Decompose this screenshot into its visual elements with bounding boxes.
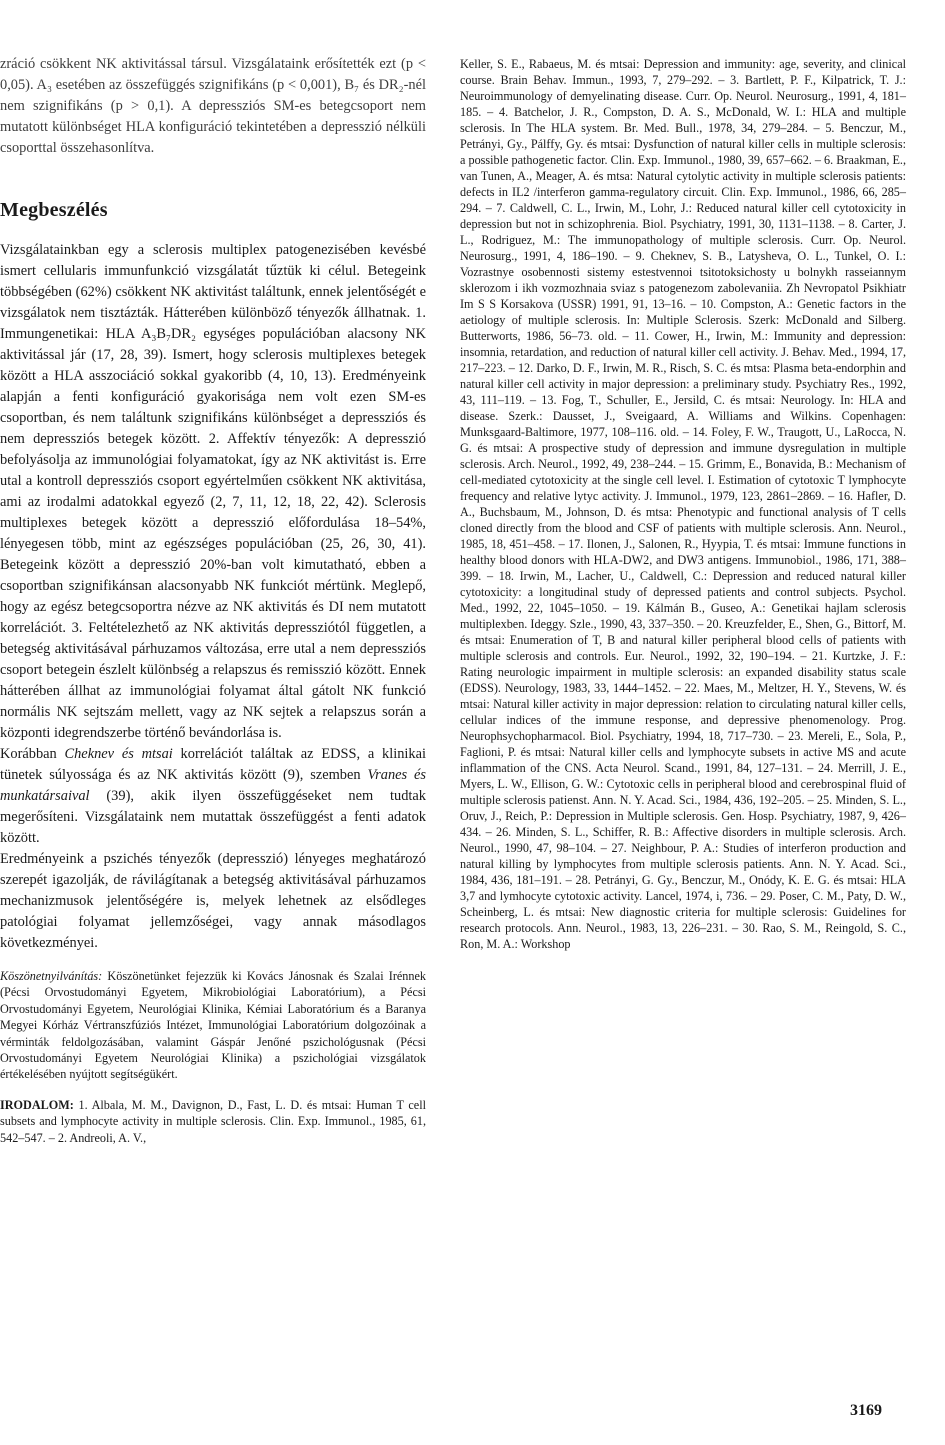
right-column: [460, 56, 906, 952]
section-heading: Megbeszélés: [0, 199, 108, 221]
results-paragraph: Eredményeink a pszichés tényezők (depresszió) lényeges meghatározó szerepét igazolják, de rávilágítanak a betegség aktivitásával párhuzamos mechanizmusok jelentőségére is, melyek lehetnek az elsődleges patológiai folyamat jellemzőségei, vagy annak másodlagos következményei.: [0, 851, 426, 951]
references-list: Keller, S. E., Rabaeus, M. és mtsai: Depression and immunity: age, severity, and clinical course. Brain Behav. Immun., 1993, 7, 279–292. – 3. Bartlett, P. F., Kilpatrick, T. J.: Neuroimmunology of demyelinating disease. Curr. Op. Neurol. Neurosurg., 1991, 4, 181–185. – 4. Batchelor, J. R., Compston, D. A. S., McDonald, W. I.: HLA and multiple sclerosis. In The HLA system. Br. Med. Bull., 1978, 34, 279–284. – 5. Benczur, M., Petrányi, Gy., Pálffy, Gy. és mtsai: Dysfunction of natural killer cells in multiple sclerosis: a possible pathogenetic factor. Clin. Exp. Immunol., 1980, 39, 657–662. – 6. Braakman, E., van Tunen, A., Meager, A. és mtsa: Natural cytolytic activity in multiple sclerosis patients: defects in IL2 /interferon gamma-regulatory circuit. Clin. Exp. Immunol., 1986, 66, 285–294. – 7. Caldwell, C. L., Irwin, M., Lohr, J.: Reduced natural killer cell cytotoxicity in depression but not in schizophrenia. Biol. Psychiatry, 1991, 30, 1131–1138. – 8. Carter, J. L., Rodriguez, M.: The immunopathology of multiple sclerosis. Curr. Op. Neurol. Neurosurg., 1991, 4, 186–190. – 9. Cheknev, S. B., Latysheva, O. L., Tunkel, O. I.: Vozrastnye osobennosti sistemy estestvennoi tsitotoksichosty u bolnykh rasseiannym sklerozom i ikh vozmozhnaia sviaz s patogenezom zabolevaniia. Zh Nevropatol Psikhiatr Im S S Korsakova (USSR) 1991, 91, 13–16. – 10. Compston, A.: Genetic factors in the aetiology of multiple sclerosis. In: Multiple Sclerosis. Szerk: McDonald and Silberg. Butterworts, 1986, 56–73. old. – 11. Cower, H., Irwin, M.: Immunity and depression: insomnia, retardation, and reduction of natural killer cell activity. J. Behav. Med., 1994, 17, 217–223. – 12. Darko, D. F., Irwin, M. R., Risch, S. C. és mtsa: Plasma beta-endorphin and natural killer cell activity in major depression: a preliminary study. Psychiatry Res., 1992, 43, 111–119. – 13. Fog, T., Schuller, E., Jersild, C. és mtsai: Neurology. In: HLA and disease. Szerk.: Dausset, J., Sveigaard, A. Williams and Wilkins. Copenhagen: Munksgaard-Baltimore, 1977, 108–116. old. – 14. Foley, F. W., Traugott, U., LaRocca, N. G. és mtsai: A prospective study of depression and immune dysregulation in multiple sclerosis. Arch. Neurol., 1992, 49, 238–244. – 15. Grimm, E., Bonavida, B.: Mechanism of cell-mediated cytotoxicity at the single cell level. I. Estimation of cytotoxic T lymphocyte frequency and relative lytyc activity. J. Immunol., 1979, 123, 2861–2869. – 16. Hafler, D. A., Buchsbaum, M., Johnson, D. és mtsa: Phenotypic and functional analysis of T cells cloned directly from the blood and CSF of patients with multiple sclerosis. Ann. Neurol., 1985, 18, 451–458. – 17. Ilonen, J., Salonen, R., Hyypia, T. és mtsai: Immune functions in healthy blood donors with HLA-DW2, and DW3 antigens. Immunobiol., 1986, 171, 388–399. – 18. Irwin, M., Lacher, U., Caldwell, C.: Depression and reduced natural killer cytotoxicity: a longitudinal study of depressed patients and control subjects. Psychol. Med., 1992, 22, 1045–1050. – 19. Kálmán B., Guseo, A.: Genetikai hajlam sclerosis multiplexben. Ideggy. Szle., 1990, 43, 337–350. – 20. Kreuzfelder, E., Shen, G., Bittorf, M. és mtsai: Enumeration of T, B and natural killer peripheral blood cells of patients with multiple sclerosis and controls. Eur. Neurol., 1992, 32, 190–194. – 21. Kurtzke, J. F.: Rating neurologic impairment in multiple sclerosis: an expanded disability status scale (EDSS). Neurology, 1983, 33, 1444–1452. – 22. Maes, M., Meltzer, H. Y., Stevens, W. és mtsai: Natural killer activity in major depression: relation to circulating natural killer cells, cellular indices of the immune response, and depressive phenomenology. Prog. Neurophsychopharmacol. Biol. Psychiatry, 1994, 18, 717–730. – 23. Mereli, E., Sola, P., Faglioni, P. és mtsai: Natural killer cells and lymphocyte subsets in active MS and acute inflammation of the CNS. Acta Neurol. Scand., 1991, 84, 127–131. – 24. Merrill, J. E., Myers, L. W., Ellison, G. W.: Cytotoxic cells in peripheral blood and cerebrospinal fluid of multiple sclerosis patienst. Ann. N. Y. Acad. Sci., 1984, 436, 192–205. – 25. Minden, S. L., Oruv, J., Reich, P.: Depression in Multiple sclerosis. Gen. Hosp. Psychiatry, 1987, 9, 426–434. – 26. Minden, S. L., Schiffer, R. B.: Affective disorders in multiple sclerosis. Arch. Neurol., 1990, 47, 98–104. – 27. Neighbour, P. A.: Studies of interferon production and natural killing by lymphocytes from multiple sclerosis patients. Ann. N. Y. Acad. Sci., 1984, 436, 181–191. – 28. Petrányi, G. Gy., Benczur, M., Onódy, K. E. G. és mtsai: HLA 3,7 and lymhocyte cytotoxic activity. Lancel, 1974, i, 736. – 29. Poser, C. M., Paty, D. W., Scheinberg, L. és mtsai: New diagnostic criteria for multiple sclerosis: Guidelines for research protocols. Ann. Neurol., 1983, 13, 226–231. – 30. Rao, S. M., Reingold, S. C., Ron, M. A.: Workshop: [460, 57, 906, 951]
page-number: 3169: [850, 1402, 882, 1419]
cheknev-paragraph: [0, 744, 426, 849]
cheknev-author: Cheknev és mtsai: [64, 746, 173, 762]
intro-paragraph: zráció csökkent NK aktivitással társul. Vizsgálataink erősítették ezt (p < 0,05). A₃ esetében az összefüggés szignifikáns (p < 0,001), B₇ és DR₂-nél nem szignifikáns (p > 0,1). A depressziós SM-es betegcsoport nem mutatott különbséget HLA konfiguráció tekintetében a depresszió nélküli csoporttal összehasonlítva.: [0, 56, 426, 156]
left-column: [0, 54, 426, 1146]
acknowledgement-text: Köszönetünket fejezzük ki Kovács Jánosnak és Szalai Irénnek (Pécsi Orvostudományi Egyetem, Mikrobiológiai Laboratórium), a Pécsi Orvostudományi Egyetem, Neurológiai Klinika, Kémiai Laboratórium és a Baranya Megyei Kórház Vértranszfúziós Intézet, Immunológiai Laboratórium dolgozóinak a vérminták feldolgozásában, valamint Gáspár Jenőné pszichológusnak (Pécsi Orvostudományi Egyetem Neurológiai Klinika) a pszichológiai vizsgálatok értékelésében nyújtott segítségükért.: [0, 969, 426, 1082]
cheknev-suffix: (39), akik ilyen összefüggéseket nem tudtak megerősíteni. Vizsgálataink nem mutattak összefüggést a fenti adatok között.: [0, 788, 426, 846]
vranes-author: Vranes és munkatársaival: [0, 767, 426, 804]
cheknev-prefix: Korábban: [0, 746, 65, 762]
acknowledgement-label: Köszönetnyilvánítás:: [0, 969, 103, 983]
discussion-paragraph: Vizsgálatainkban egy a sclerosis multiplex patogenezisében kevésbé ismert cellularis immunfunkció vizsgálatát tűztük ki célul. Betegeink többségében (62%) csökkent NK aktivitást találtunk, ennek jelentőségét e vizsgálatok nem tisztázták. Hátterében különböző tényezők állhatnak. 1. Immungenetikai: HLA A₃B₇DR₂ egységes populációban alacsony NK aktivitással jár (17, 28, 39). Ismert, hogy sclerosis multiplexes betegek között a HLA asszociáció sokkal gyakoribb (4, 10, 13). Eredményeink alapján a fenti konfiguráció gyakorisága nem volt ezen SM-es csoportban, és nem találtunk szignifikáns különbséget a depressziós és nem depressziós betegek között. 2. Affektív tényezők: A depresszió befolyásolja az immunológiai folyamatokat, így az NK aktivitást is. Erre utal a kontroll depressziós csoport egyértelműen csökkent NK aktivitása, ami az irodalmi adatokkal egyező (2, 7, 11, 12, 18, 22, 42). Sclerosis multiplexes betegek között a depresszió előfordulása 18–54%, lényegesen több, mint az egészséges populációban (25, 26, 30, 41). Betegeink között a depresszió 20%-ban volt kimutatható, ebben a csoportban szignifikánsan alacsonyabb NK funkciót mértünk. Meglepő, hogy az egész betegcsoportra nézve az NK aktivitás és DI nem mutatott korrelációt. 3. Feltételezhető az NK aktivitás depressziótól független, a betegség aktivitásával párhuzamos változása, erre utal a nem depressziós csoport betegein észlelt különbség a relapszus és remisszió között. Ennek hátterében állhat az immunológiai folyamat által gátolt NK funkció normális NK sejtszám mellett, vagy az NK sejtek a relapszus során a központi idegrendszerbe történő bevándorlása is.: [0, 242, 426, 741]
references-label: IRODALOM:: [0, 1097, 74, 1112]
acknowledgement: [0, 968, 426, 1083]
references-start: [0, 1097, 426, 1146]
references-start-text: 1. Albala, M. M., Davignon, D., Fast, L. D. és mtsai: Human T cell subsets and lymphocyte activity in multiple sclerosis. Clin. Exp. Immunol., 1985, 61, 542–547. – 2. Andreoli, A. V.,: [0, 1097, 426, 1145]
cheknev-mid: korrelációt találtak az EDSS, a klinikai tünetek súlyossága és az NK aktivitás között (9), szemben: [0, 746, 427, 783]
